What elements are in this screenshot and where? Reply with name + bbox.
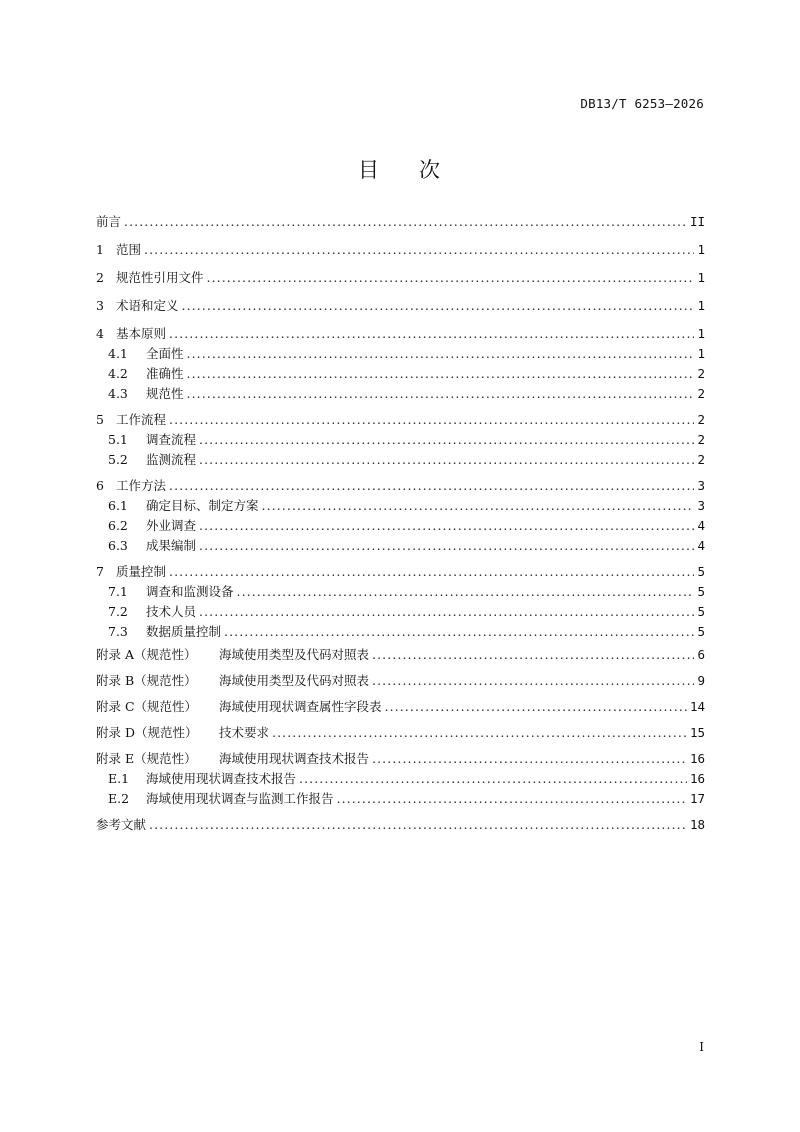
- toc-entry[interactable]: [96, 476, 705, 496]
- page-number: I: [699, 1040, 704, 1054]
- toc-entry[interactable]: [96, 212, 705, 232]
- toc-entry-label: 参考文献: [96, 817, 147, 832]
- toc-entry[interactable]: [96, 769, 705, 789]
- toc-entry-number: 7.3: [108, 624, 128, 639]
- toc-entry-number: 5.1: [108, 432, 128, 447]
- toc-entry-page: 5: [697, 604, 705, 619]
- toc-leader-dots: [169, 476, 694, 496]
- toc-entry-label: 海域使用现状调查与监测工作报告: [146, 791, 334, 806]
- document-code: DB13/T 6253—2026: [580, 96, 704, 111]
- toc-entry-number: 1: [96, 242, 104, 257]
- toc-entry[interactable]: [96, 296, 705, 316]
- toc-leader-dots: [199, 536, 694, 556]
- toc-entry-page: 4: [697, 518, 705, 533]
- toc-entry-number: 附录 D（规范性）: [96, 725, 198, 740]
- toc-leader-dots: [182, 296, 695, 316]
- toc-entry[interactable]: [96, 697, 705, 717]
- toc-entry-label: 海域使用类型及代码对照表: [219, 673, 370, 688]
- toc-leader-dots: [262, 496, 695, 516]
- toc-entry-page: 5: [697, 624, 705, 639]
- toc-entry-number: 7: [96, 564, 104, 579]
- toc-leader-dots: [169, 562, 694, 582]
- toc-entry-number: 6.1: [108, 498, 128, 513]
- toc-entry-label: 技术要求: [219, 725, 270, 740]
- toc-entry[interactable]: [96, 562, 705, 582]
- toc-entry-number: 6.3: [108, 538, 128, 553]
- toc-entry-number: 4.1: [108, 346, 128, 361]
- toc-entry-label: 监测流程: [146, 452, 197, 467]
- toc-entry-page: 14: [689, 699, 705, 714]
- toc-entry-page: 9: [697, 673, 705, 688]
- toc-entry-number: 4.3: [108, 386, 128, 401]
- toc-entry-page: 2: [697, 412, 705, 427]
- toc-entry-label: 规范性引用文件: [116, 270, 204, 285]
- toc-entry[interactable]: [96, 268, 705, 288]
- toc-entry-label: 前言: [96, 214, 122, 229]
- toc-entry-number: 4.2: [108, 366, 128, 381]
- toc-leader-dots: [199, 602, 694, 622]
- toc-leader-dots: [337, 789, 687, 809]
- toc-leader-dots: [237, 582, 695, 602]
- toc-entry-number: 6.2: [108, 518, 128, 533]
- toc-entry[interactable]: [96, 622, 705, 642]
- toc-entry-label: 海域使用现状调查技术报告: [219, 751, 370, 766]
- toc-leader-dots: [372, 749, 687, 769]
- toc-entry-page: 2: [697, 366, 705, 381]
- toc-entry-label: 质量控制: [116, 564, 167, 579]
- toc-entry-page: 1: [697, 298, 705, 313]
- toc-leader-dots: [199, 430, 694, 450]
- toc-entry-label: 术语和定义: [116, 298, 179, 313]
- toc-entry-label: 技术人员: [146, 604, 197, 619]
- toc-entry-page: 1: [697, 270, 705, 285]
- toc-leader-dots: [199, 516, 694, 536]
- toc-leader-dots: [385, 697, 687, 717]
- toc-entry-label: 外业调查: [146, 518, 197, 533]
- toc-entry-label: 基本原则: [116, 326, 167, 341]
- toc-entry-page: 4: [697, 538, 705, 553]
- toc-entry-page: 3: [697, 478, 705, 493]
- table-of-contents: [96, 212, 705, 835]
- toc-entry[interactable]: [96, 582, 705, 602]
- toc-title-right: 次: [419, 158, 442, 182]
- toc-entry-page: 5: [697, 584, 705, 599]
- toc-entry-label: 海域使用类型及代码对照表: [219, 647, 370, 662]
- toc-entry[interactable]: [96, 496, 705, 516]
- toc-entry-number: 5.2: [108, 452, 128, 467]
- toc-entry-label: 海域使用现状调查属性字段表: [219, 699, 382, 714]
- toc-leader-dots: [149, 815, 687, 835]
- toc-leader-dots: [372, 645, 694, 665]
- toc-entry-number: 5: [96, 412, 104, 427]
- toc-entry-number: 附录 B（规范性）: [96, 673, 197, 688]
- toc-leader-dots: [372, 671, 694, 691]
- toc-entry-label: 调查和监测设备: [146, 584, 234, 599]
- toc-entry-page: 6: [697, 647, 705, 662]
- toc-entry[interactable]: [96, 516, 705, 536]
- toc-entry-label: 数据质量控制: [146, 624, 222, 639]
- toc-leader-dots: [207, 268, 695, 288]
- toc-entry-page: 3: [697, 498, 705, 513]
- toc-entry-number: 附录 A（规范性）: [96, 647, 197, 662]
- toc-entry-label: 范围: [116, 242, 142, 257]
- toc-leader-dots: [224, 622, 694, 642]
- toc-entry-number: 7.1: [108, 584, 128, 599]
- toc-entry-page: 17: [689, 791, 705, 806]
- toc-leader-dots: [187, 384, 695, 404]
- toc-entry[interactable]: [96, 364, 705, 384]
- toc-leader-dots: [187, 364, 695, 384]
- toc-entry-page: 18: [689, 817, 705, 832]
- toc-leader-dots: [169, 324, 694, 344]
- toc-entry[interactable]: [96, 723, 705, 743]
- toc-entry-page: 1: [697, 242, 705, 257]
- toc-leader-dots: [187, 344, 695, 364]
- toc-entry[interactable]: [96, 324, 705, 344]
- toc-entry[interactable]: [96, 602, 705, 622]
- toc-entry-label: 规范性: [146, 386, 184, 401]
- toc-entry-number: 2: [96, 270, 104, 285]
- toc-entry[interactable]: [96, 450, 705, 470]
- toc-entry-label: 确定目标、制定方案: [146, 498, 259, 513]
- toc-entry-page: 2: [697, 452, 705, 467]
- toc-title: [0, 154, 800, 184]
- toc-entry-label: 全面性: [146, 346, 184, 361]
- toc-entry-number: 3: [96, 298, 104, 313]
- toc-entry-page: 2: [697, 432, 705, 447]
- toc-entry-page: 1: [697, 326, 705, 341]
- toc-leader-dots: [199, 450, 694, 470]
- toc-entry[interactable]: [96, 430, 705, 450]
- toc-leader-dots: [144, 240, 694, 260]
- toc-entry-page: 2: [697, 386, 705, 401]
- toc-entry-page: 15: [689, 725, 705, 740]
- toc-title-left: 目: [358, 158, 381, 182]
- toc-entry[interactable]: [96, 749, 705, 769]
- toc-entry[interactable]: [96, 536, 705, 556]
- toc-entry-page: 16: [689, 771, 705, 786]
- toc-entry-number: 7.2: [108, 604, 128, 619]
- toc-entry-number: 附录 E（规范性）: [96, 751, 197, 766]
- toc-entry-number: E.2: [108, 791, 130, 806]
- toc-leader-dots: [124, 212, 687, 232]
- toc-entry[interactable]: [96, 645, 705, 665]
- toc-entry[interactable]: [96, 671, 705, 691]
- toc-entry-number: 附录 C（规范性）: [96, 699, 198, 714]
- toc-entry[interactable]: [96, 815, 705, 835]
- toc-entry[interactable]: [96, 410, 705, 430]
- toc-entry-number: 4: [96, 326, 104, 341]
- toc-entry-number: 6: [96, 478, 104, 493]
- toc-leader-dots: [169, 410, 694, 430]
- toc-leader-dots: [272, 723, 687, 743]
- toc-entry[interactable]: [96, 240, 705, 260]
- toc-entry-page: 5: [697, 564, 705, 579]
- toc-entry-page: II: [689, 214, 705, 229]
- toc-entry[interactable]: [96, 789, 705, 809]
- toc-entry-number: E.1: [108, 771, 130, 786]
- toc-entry-label: 海域使用现状调查技术报告: [146, 771, 297, 786]
- toc-entry-label: 工作流程: [116, 412, 167, 427]
- toc-entry-label: 准确性: [146, 366, 184, 381]
- toc-leader-dots: [299, 769, 687, 789]
- toc-entry[interactable]: [96, 344, 705, 364]
- toc-entry-label: 工作方法: [116, 478, 167, 493]
- toc-entry-page: 16: [689, 751, 705, 766]
- toc-entry-page: 1: [697, 346, 705, 361]
- toc-entry-label: 调查流程: [146, 432, 197, 447]
- toc-entry[interactable]: [96, 384, 705, 404]
- toc-entry-label: 成果编制: [146, 538, 197, 553]
